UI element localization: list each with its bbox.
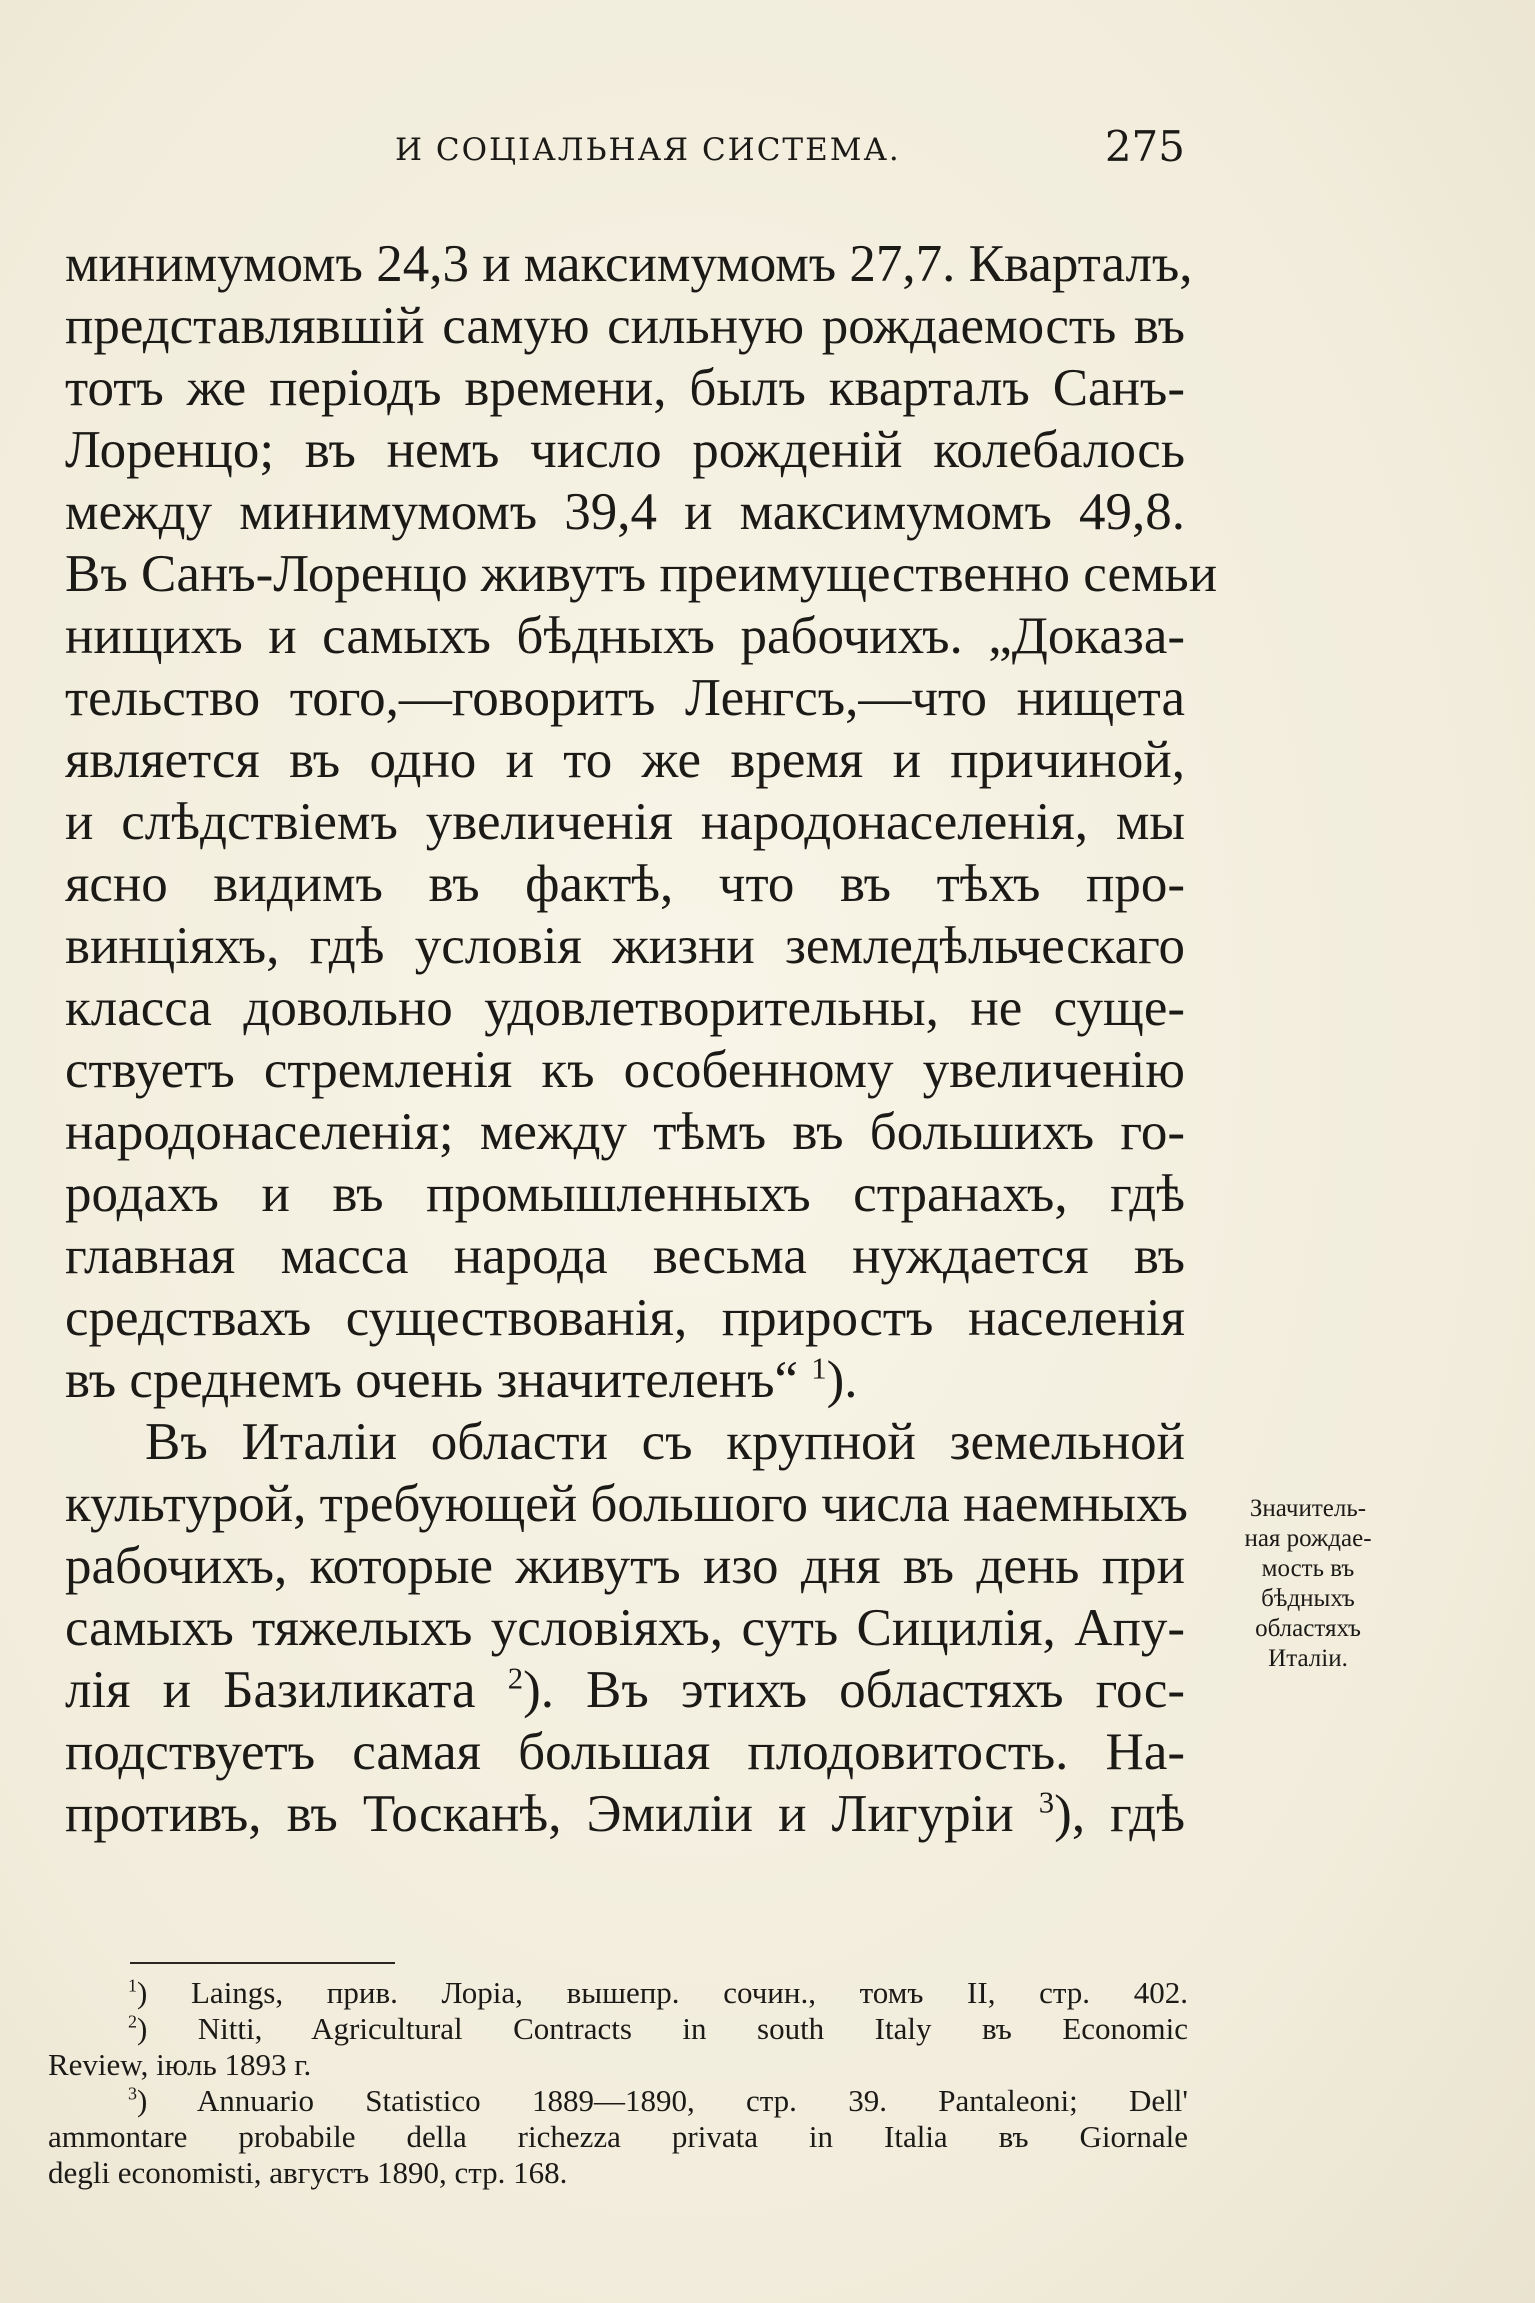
text-line: тельство того,—говоритъ Ленгсъ,—что нищета	[65, 669, 1185, 727]
page-number: 275	[1104, 122, 1185, 171]
footnote-ref: 3	[1038, 1785, 1055, 1820]
footnote-ref: 2	[507, 1661, 524, 1696]
text-line: Лоренцо; въ немъ число рожденій колебалось	[65, 421, 1185, 479]
margin-note-line: областяхъ	[1255, 1615, 1361, 1642]
page-header	[395, 122, 1185, 178]
text-line: главная масса народа весьма нуждается въ	[65, 1227, 1185, 1285]
text-line: класса довольно удовлетворительны, не суще-	[65, 979, 1185, 1037]
footnote-divider	[130, 1962, 395, 1964]
text-segment: ).	[826, 1351, 858, 1409]
footnotes	[48, 1975, 1188, 2191]
text-line: нищихъ и самыхъ бѣдныхъ рабочихъ. „Доказа-	[65, 607, 1185, 665]
footnote-marker: 3	[128, 2083, 137, 2104]
text-line: тотъ же періодъ времени, былъ кварталъ Санъ-	[65, 359, 1185, 417]
margin-note-line: ная рождае-	[1244, 1525, 1372, 1552]
text-line: Въ Санъ-Лоренцо живутъ преимущественно семьи	[65, 545, 1218, 603]
text-line: является въ одно и то же время и причиной,	[65, 731, 1185, 789]
text-line: культурой, требующей большого числа наемныхъ	[65, 1475, 1188, 1533]
footnote-line	[48, 2083, 1188, 2119]
footnote-line	[48, 2011, 1188, 2047]
margin-note-line: мость въ	[1261, 1555, 1355, 1582]
footnote-ref: 1	[811, 1351, 827, 1386]
text-segment: противъ, въ Тосканѣ, Эмиліи и Лигуріи	[65, 1785, 1014, 1843]
footnote-text: ) Laings, прив. Лоріа, вышепр. сочин., томъ II, стр. 402.	[136, 1975, 1188, 2010]
footnote-text: ) Nitti, Agricultural Contracts in south Italy въ Economic	[136, 2011, 1188, 2046]
footnote-marker: 1	[128, 1975, 137, 1996]
footnote-text: ) Annuario Statistico 1889—1890, стр. 39. Pantaleoni; Dell'	[136, 2083, 1188, 2118]
text-line: ствуетъ стремленія къ особенному увеличенію	[65, 1041, 1185, 1099]
margin-note-line: Италіи.	[1268, 1645, 1348, 1672]
margin-note-line: Значитель-	[1249, 1495, 1367, 1522]
text-line: ясно видимъ въ фактѣ, что въ тѣхъ про-	[65, 855, 1185, 913]
text-line: народонаселенія; между тѣмъ въ большихъ го-	[65, 1103, 1185, 1161]
text-line: винціяхъ, гдѣ условія жизни земледѣльческаго	[65, 917, 1185, 975]
margin-note-line: бѣдныхъ	[1261, 1585, 1355, 1612]
text-line: минимумомъ 24,3 и максимумомъ 27,7. Кварталъ,	[65, 235, 1193, 293]
text-line	[65, 1783, 1185, 1845]
running-head: И СОЦІАЛЬНАЯ СИСТЕМА.	[395, 132, 901, 168]
text-segment: лія и Базиликата	[65, 1661, 476, 1719]
footnote-marker: 2	[128, 2011, 137, 2032]
text-line	[65, 1659, 1185, 1721]
margin-note	[1208, 1494, 1408, 1674]
text-line: самыхъ тяжелыхъ условіяхъ, суть Сицилія, Апу-	[65, 1599, 1185, 1657]
text-segment: ), гдѣ	[1054, 1785, 1186, 1843]
footnote-line	[48, 1975, 1188, 2011]
footnote-line: ammontare probabile della richezza privata in Italia въ Giornale	[48, 2119, 1188, 2154]
footnote-line: degli economisti, августъ 1890, стр. 168.	[48, 2155, 568, 2190]
text-line: представлявшій самую сильную рождаемость въ	[65, 297, 1185, 355]
text-line: рабочихъ, которые живутъ изо дня въ день при	[65, 1537, 1185, 1595]
text-line: Въ Италіи области съ крупной земельной	[145, 1413, 1185, 1471]
main-text	[65, 233, 1218, 1845]
text-line: и слѣдствіемъ увеличенія народонаселенія, мы	[65, 793, 1185, 851]
text-line: средствахъ существованія, приростъ населенія	[65, 1289, 1185, 1347]
text-segment: въ среднемъ очень значителенъ“	[65, 1351, 799, 1409]
text-line: между минимумомъ 39,4 и максимумомъ 49,8.	[65, 483, 1185, 541]
text-line: подствуетъ самая большая плодовитость. На-	[65, 1723, 1185, 1781]
footnote-line: Review, іюль 1893 г.	[48, 2047, 312, 2082]
text-segment: ). Въ этихъ областяхъ гос-	[523, 1661, 1185, 1719]
text-line	[65, 1349, 1185, 1411]
text-line: родахъ и въ промышленныхъ странахъ, гдѣ	[65, 1165, 1185, 1223]
